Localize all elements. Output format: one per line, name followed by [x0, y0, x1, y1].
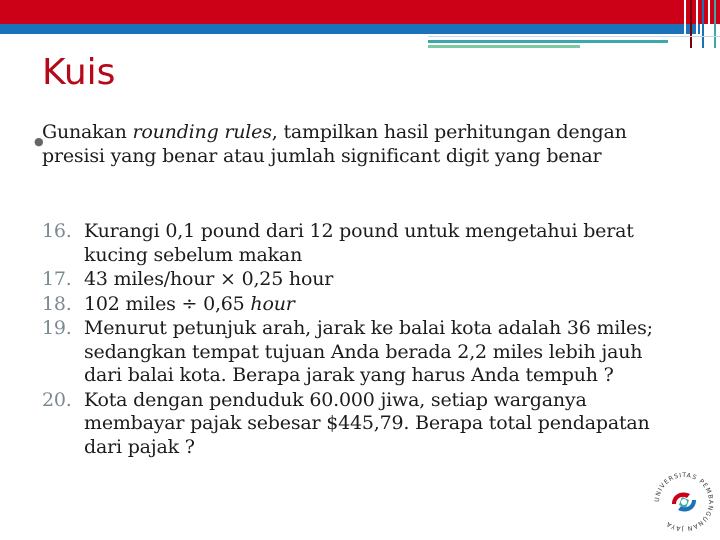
- header-bar: [0, 0, 720, 24]
- question-number: 19.: [42, 317, 72, 339]
- question-text: Kurangi 0,1 pound dari 12 pound untuk mengetahui berat kucing sebelum makan: [84, 220, 634, 266]
- question-text: Menurut petunjuk arah, jarak ke balai kota adalah 36 miles; sedangkan tempat tujuan Anda berada 2,2 miles lebih jauh dari balai kota. Berapa jarak yang harus Anda tempuh ?: [84, 317, 653, 386]
- divider-line-green: [428, 45, 580, 48]
- question-text: 43 miles/hour × 0,25 hour: [84, 268, 334, 290]
- intro-italic-term: rounding rules: [132, 121, 272, 143]
- question-item: [42, 317, 682, 388]
- question-number: 20.: [42, 388, 72, 411]
- logo-ring-text: UNIVERSITAS PEMBANGUNAN JAYA: [653, 471, 715, 533]
- divider-line-thin: [428, 36, 720, 37]
- question-text: 102 miles ÷ 0,65: [84, 292, 251, 315]
- question-number: 17.: [42, 268, 72, 290]
- divider-line-teal: [428, 40, 668, 43]
- question-list: [42, 220, 682, 459]
- question-text: Kota dengan penduduk 60.000 jiwa, setiap warganya membayar pajak sebesar $445,79. Berapa total pendapatan dari pajak ?: [84, 388, 650, 458]
- bullet-dot-icon: ●: [34, 135, 44, 148]
- university-logo: [652, 470, 716, 534]
- header-blue-stripe: [0, 24, 700, 34]
- question-number: 18.: [42, 292, 72, 315]
- slide-title: Kuis: [42, 52, 116, 93]
- intro-paragraph: [34, 120, 662, 168]
- question-item: [42, 268, 682, 292]
- question-item: [42, 389, 682, 460]
- question-item: [42, 293, 682, 317]
- question-number: 16.: [42, 220, 72, 242]
- header-ticks: [680, 0, 720, 48]
- question-text-italic: hour: [250, 292, 295, 315]
- intro-text-start: Gunakan: [42, 121, 133, 143]
- intro-text-end: , tampilkan hasil perhitungan dengan presisi yang benar atau jumlah significant digit yang benar: [42, 121, 627, 167]
- question-item: [42, 220, 682, 267]
